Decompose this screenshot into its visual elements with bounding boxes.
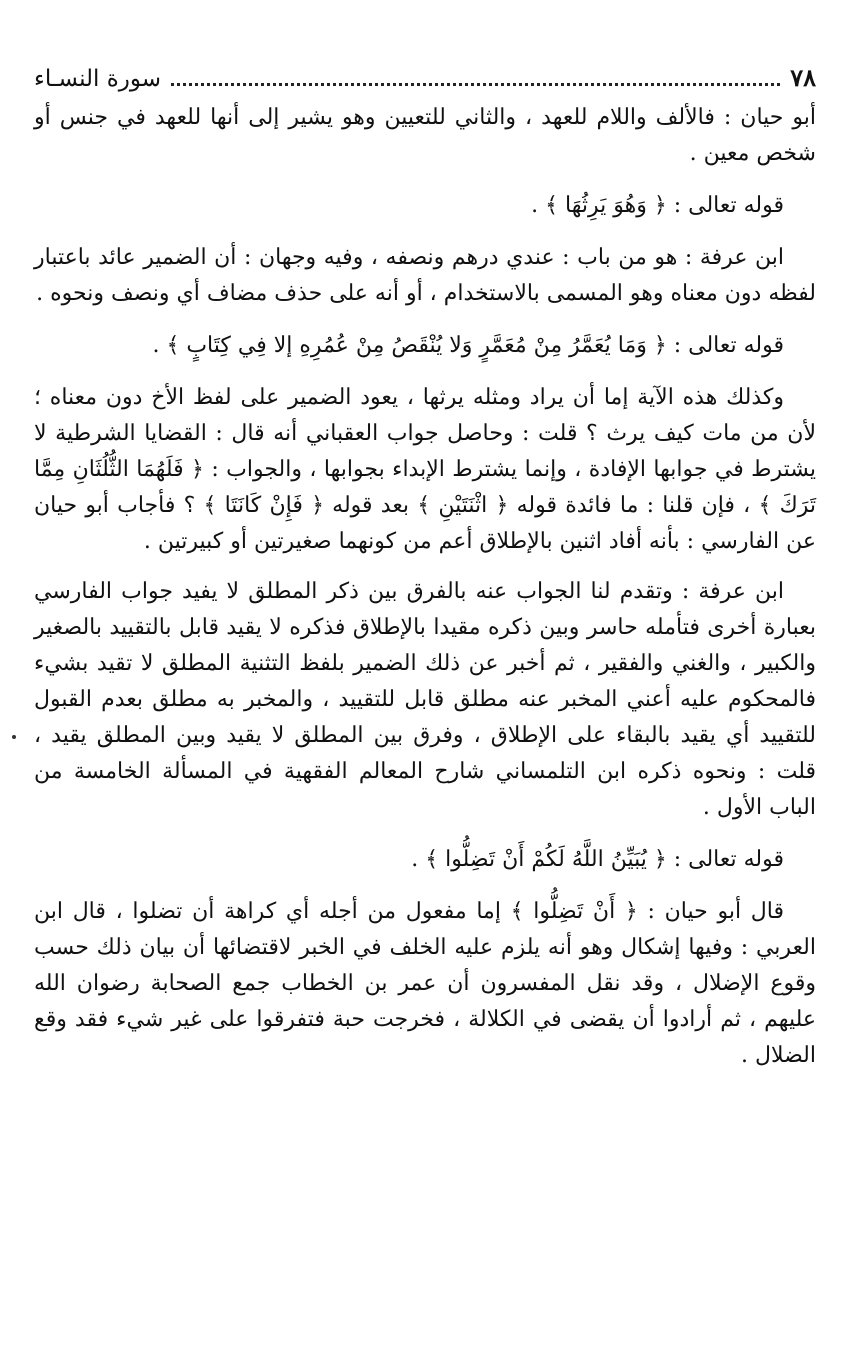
paragraph-abu-hayyan-an-tadillu: قال أبو حيان : ﴿ أَنْ تَضِلُّوا ﴾ إما مفعول من أجله أي كراهة أن تضلوا ، قال ابن العربي : وفيها إشكال وهو أنه يلزم عليه الخلف في الخبر لاقتضائها أن بيان ذلك حسب وقوع الإضلال ، وقد نقل المفسرون أن عمر بن الخطاب جمع الصحابة رضوان الله عليهم ، ثم أرادوا أن يقضى في الكلالة ، فخرجت حبة فتفرقوا على غير شيء فقد وقع الضلال . [34, 899, 816, 1068]
header-dotted-leader [171, 65, 780, 86]
verse-heading-wa-huwa-yarithuha: قوله تعالى : ﴿ وَهُوَ يَرِثُهَا ﴾ . [531, 193, 784, 218]
paragraph-ibn-arafa-dirham: ابن عرفة : هو من باب : عندي درهم ونصفه ، وفيه وجهان : أن الضمير عائد باعتبار لفظه دون معناه وهو المسمى بالاستخدام ، أو أنه على حذف مضاف أي ونصف ونحوه . [34, 245, 816, 306]
page-header [34, 58, 816, 98]
verse-heading-yubayyinu-allah: قوله تعالى : ﴿ يُبَيِّنُ اللَّهُ لَكُمْ أَنْ تَضِلُّوا ﴾ . [411, 847, 784, 872]
paragraph-ibn-arafa-mutlaq: ابن عرفة : وتقدم لنا الجواب عنه بالفرق بين ذكر المطلق لا يفيد جواب الفارسي بعبارة أخرى فتأمله حاسر وبين ذكره مقيدا بالإطلاق فذكره لا يقيد قابل بالتقييد بالصغير والكبير ، والغني والفقير ، ثم أخبر عن ذلك الضمير بلفظ التثنية المطلق لا تقيد بشيء فالمحكوم عليه أعني المخبر عنه مطلق قابل للتقييد ، والمخبر به مطلق بعدم القبول للتقييد أي يقيد بالبقاء على الإطلاق ، وفرق بين المطلق لا يقيد وبين المطلق يقيد ، قلت : ونحوه ذكره ابن التلمساني شارح المعالم الفقهية في المسألة الخامسة من الباب الأول . [34, 579, 816, 820]
paragraph-pronoun-brother: وكذلك هذه الآية إما أن يراد ومثله يرثها ، يعود الضمير على لفظ الأخ دون معناه ؛ لأن من مات كيف يرث ؟ قلت : وحاصل جواب العقباني أنه قال : القضايا الشرطية لا يشترط في جوابها الإفادة ، وإنما يشترط الإبداء بجوابها ، والجواب : ﴿ فَلَهُمَا الثُّلُثَانِ مِمَّا تَرَكَ ﴾ ، فإن قلنا : ما فائدة قوله ﴿ اثْنَتَيْنِ ﴾ بعد قوله ﴿ فَإِنْ كَانَتَا ﴾ ؟ فأجاب أبو حيان عن الفارسي : بأنه أفاد اثنين بالإطلاق أعم من كونهما صغيرتين أو كبيرتين . [34, 385, 816, 554]
margin-dot [12, 735, 16, 739]
verse-heading-wa-ma-yuammaru: قوله تعالى : ﴿ وَمَا يُعَمَّرُ مِنْ مُعَمَّرٍ وَلا يُنْقَصُ مِنْ عُمُرِهِ إلا فِي كِتَابٍ ﴾ . [152, 333, 784, 358]
surah-title: سورة النسـاء [34, 66, 162, 92]
book-page [34, 58, 816, 1074]
paragraph-abu-hayyan-definite-article: أبو حيان : فالألف واللام للعهد ، والثاني للتعيين وهو يشير إلى أنها للعهد في جنس أو شخص معين . [34, 105, 816, 166]
page-number: ٧٨ [790, 63, 816, 92]
